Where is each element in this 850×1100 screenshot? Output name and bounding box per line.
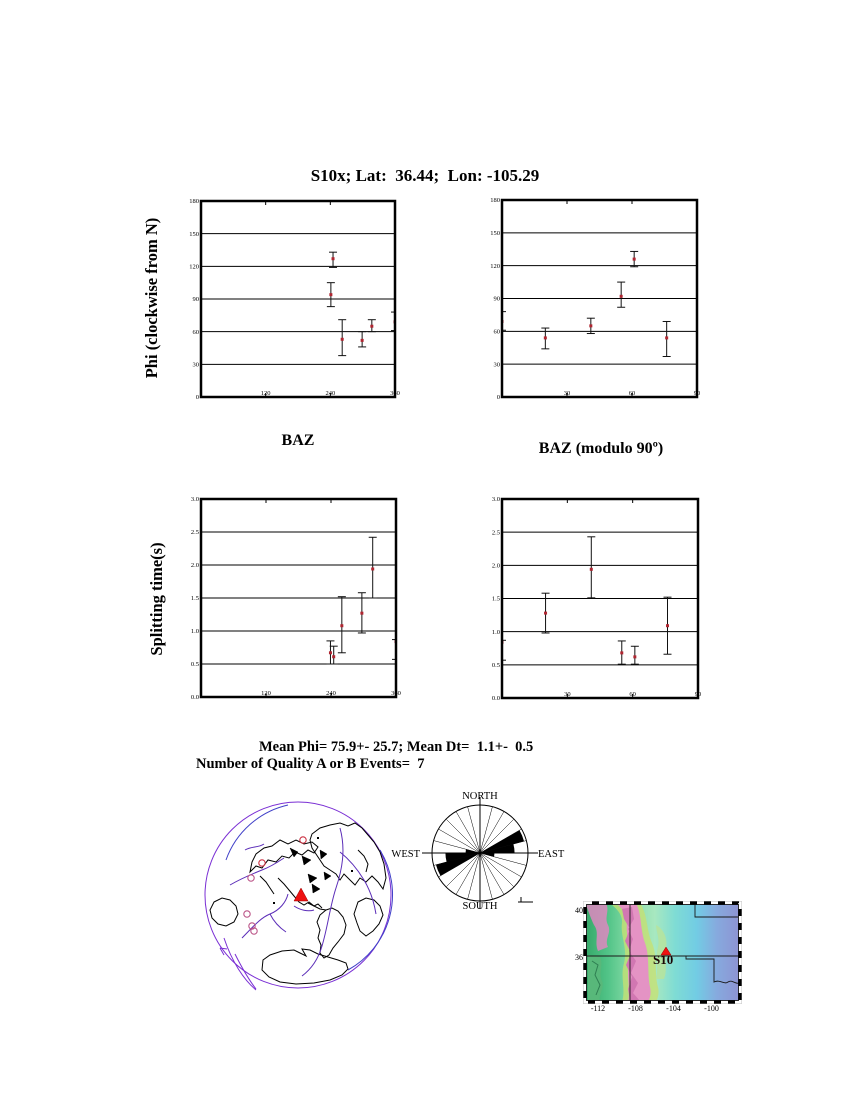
rose-east-label: EAST [538,849,565,860]
svg-text:90: 90 [693,390,701,397]
svg-text:0: 0 [195,394,199,402]
svg-text:1.0: 1.0 [491,628,500,636]
svg-text:90: 90 [694,691,702,698]
dt-vs-bazmod-plot [472,489,732,728]
svg-text:2.0: 2.0 [190,562,199,570]
svg-text:0.5: 0.5 [190,661,199,669]
svg-text:2.5: 2.5 [491,529,500,537]
svg-text:90: 90 [493,295,500,303]
phi-vs-bazmod-plot [472,190,732,427]
svg-text:120: 120 [260,390,271,397]
svg-text:180: 180 [189,198,199,206]
svg-text:60: 60 [628,390,636,397]
phi-axis-label: Phi (clockwise from N) [142,217,161,379]
rose-south-label: SOUTH [462,901,498,912]
station-label: S10 [653,952,674,967]
svg-text:30: 30 [192,361,199,369]
rose-north-label: NORTH [462,791,498,802]
svg-text:30: 30 [493,361,500,369]
svg-text:0: 0 [496,394,500,402]
svg-text:120: 120 [261,690,271,697]
svg-text:30: 30 [563,390,571,397]
svg-text:1.5: 1.5 [491,595,500,603]
svg-text:60: 60 [493,328,500,336]
rose-west-label: WEST [391,849,420,860]
rose-geometry [422,797,538,909]
event-count-line: Number of Quality A or B Events= 7 [196,756,425,772]
topo-map [570,895,755,1015]
dt-axis-label: Splitting time(s) [147,542,166,656]
rose-diagram [390,782,580,914]
phi-vs-baz-plot [171,191,431,427]
coastlines [210,823,386,984]
svg-text:150: 150 [189,230,199,238]
svg-text:360: 360 [390,390,400,397]
svg-text:120: 120 [490,262,500,270]
svg-text:2.5: 2.5 [190,529,199,537]
svg-text:240: 240 [326,690,336,697]
svg-text:1.0: 1.0 [190,628,199,636]
svg-text:0.5: 0.5 [491,662,500,670]
mean-summary-line: Mean Phi= 75.9+- 25.7; Mean Dt= 1.1+- 0.5 [259,739,534,755]
lon-tick--100: -100 [704,1004,719,1013]
lon-tick--112: -112 [590,1004,606,1013]
svg-text:0.0: 0.0 [491,695,500,703]
baz-label: BAZ [281,432,315,449]
lat-tick-36: 36 [575,953,583,962]
svg-text:360: 360 [391,690,401,697]
globe-map [190,790,418,1015]
lon-tick--108: -108 [628,1004,643,1013]
page-title: S10x; Lat: 36.44; Lon: -105.29 [310,166,540,185]
svg-text:3.0: 3.0 [190,496,199,504]
svg-text:150: 150 [490,230,500,238]
lon-tick--104: -104 [666,1004,681,1013]
svg-text:2.0: 2.0 [491,562,500,570]
svg-text:30: 30 [564,691,571,698]
lat-tick-40: 40 [575,906,583,915]
svg-text:120: 120 [189,263,199,271]
lakes-islands [290,848,331,893]
svg-text:180: 180 [490,197,500,205]
svg-text:60: 60 [629,691,636,698]
svg-text:240: 240 [325,390,336,397]
svg-text:3.0: 3.0 [491,496,500,504]
svg-text:60: 60 [192,328,199,336]
svg-text:0.0: 0.0 [190,694,199,702]
dt-vs-baz-plot [171,489,431,727]
baz-mod-label: BAZ (modulo 90º) [538,440,664,457]
svg-text:1.5: 1.5 [190,595,199,603]
svg-text:90: 90 [192,296,199,304]
